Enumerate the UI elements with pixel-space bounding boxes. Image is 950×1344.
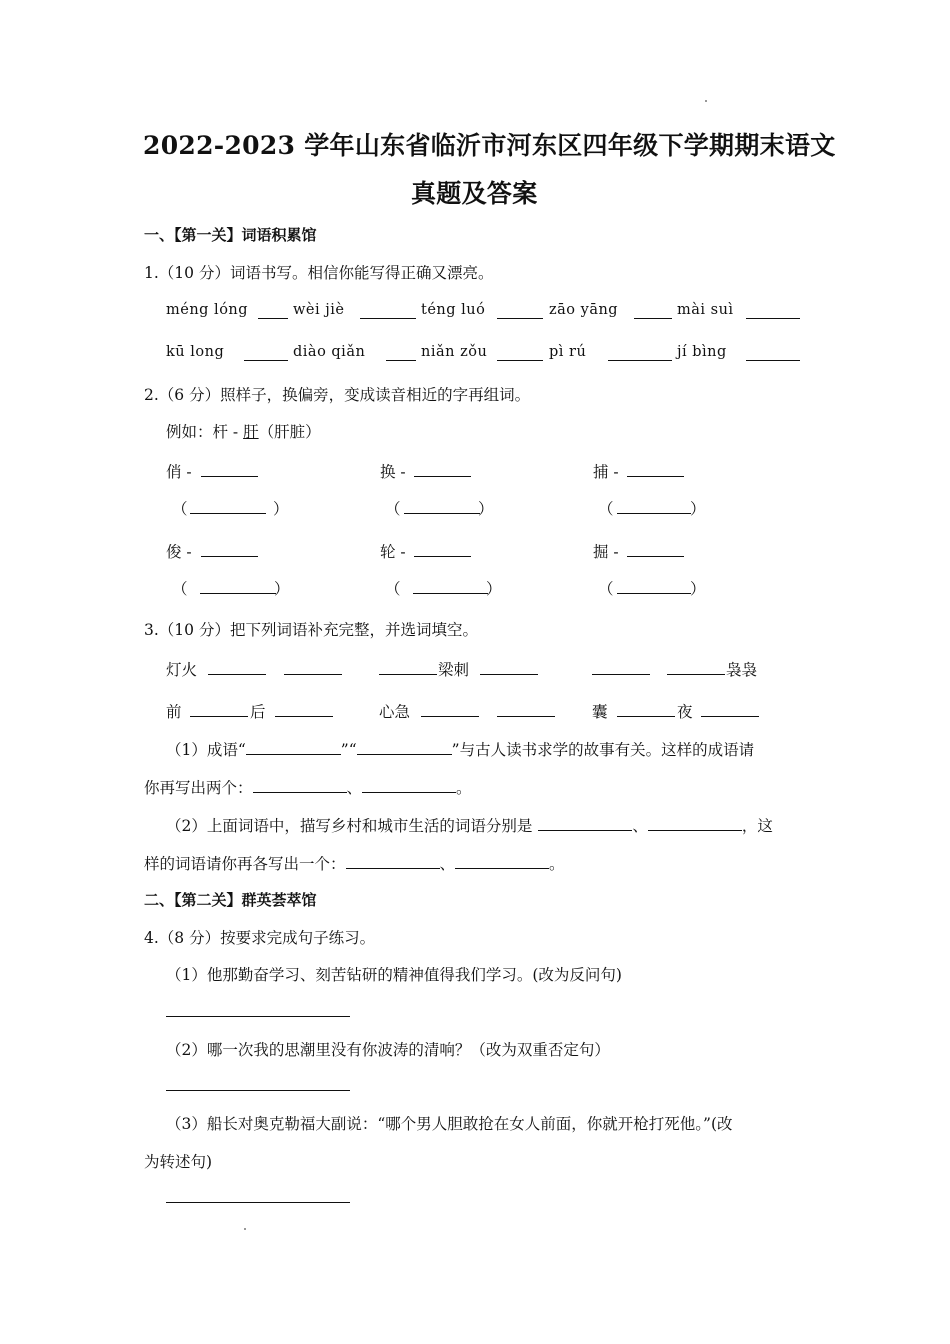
paren-open: （ — [385, 580, 401, 598]
idiom-part: 囊 — [592, 703, 608, 721]
text-span: （1）成语“ — [166, 741, 246, 759]
paren-close: ） — [690, 580, 706, 598]
paren-close: ） — [690, 500, 706, 518]
pinyin-item: kū long — [166, 344, 225, 360]
answer-blank[interactable] — [634, 318, 672, 319]
q3-sub1-line1 — [166, 738, 754, 760]
answer-blank[interactable] — [627, 476, 684, 477]
example-suffix: （肝脏） — [258, 423, 321, 441]
paren-close: ） — [478, 500, 494, 518]
q3-sub1-line2 — [144, 776, 472, 798]
pinyin-item: zāo yāng — [549, 302, 619, 318]
answer-blank[interactable] — [190, 716, 248, 717]
q4-sentence-1: （1）他那勤奋学习、刻苦钻研的精神值得我们学习。(改为反问句) — [166, 966, 622, 984]
answer-blank[interactable] — [455, 852, 549, 869]
text-span: ，这 — [741, 817, 773, 835]
answer-blank[interactable] — [617, 716, 675, 717]
question-4-stem: 4.（8 分）按要求完成句子练习。 — [144, 929, 376, 947]
radical-char: 俏 - — [166, 463, 192, 481]
text-span: 样的词语请你再各写出一个： — [144, 855, 346, 873]
idiom-part: 前 — [166, 703, 182, 721]
paren-open: （ — [598, 580, 614, 598]
pinyin-item: pì rú — [549, 344, 587, 360]
answer-blank[interactable] — [244, 360, 288, 361]
answer-blank[interactable] — [617, 513, 691, 514]
answer-blank[interactable] — [386, 360, 416, 361]
answer-blank[interactable] — [404, 513, 480, 514]
answer-blank[interactable] — [617, 593, 691, 594]
answer-blank[interactable] — [200, 593, 276, 594]
answer-blank[interactable] — [284, 674, 342, 675]
answer-blank[interactable] — [414, 476, 471, 477]
pinyin-item: mài suì — [677, 302, 734, 318]
question-2-stem: 2.（6 分）照样子，换偏旁，变成读音相近的字再组词。 — [144, 386, 531, 404]
text-span: 、 — [632, 817, 648, 835]
idiom-part: 袅袅 — [726, 661, 758, 679]
paren-open: （ — [598, 500, 614, 518]
answer-blank[interactable] — [246, 738, 341, 755]
answer-blank[interactable] — [362, 776, 456, 793]
answer-line[interactable] — [166, 1090, 350, 1091]
answer-blank[interactable] — [746, 360, 800, 361]
answer-blank[interactable] — [592, 674, 650, 675]
example-prefix: 例如：杆 - — [166, 423, 244, 441]
idiom-part: 夜 — [677, 703, 693, 721]
radical-char: 捕 - — [593, 463, 619, 481]
answer-blank[interactable] — [627, 556, 684, 557]
text-span: （2）上面词语中，描写乡村和城市生活的词语分别是 — [166, 817, 533, 835]
pinyin-item: niǎn zǒu — [421, 344, 488, 360]
answer-blank[interactable] — [414, 556, 471, 557]
example-line — [166, 420, 321, 442]
answer-line[interactable] — [166, 1202, 350, 1203]
text-span: 、 — [439, 855, 456, 873]
answer-blank[interactable] — [701, 716, 759, 717]
answer-blank[interactable] — [648, 814, 742, 831]
idiom-part: 梁刺 — [438, 661, 470, 679]
example-char: 肝 — [243, 423, 259, 441]
q4-sentence-3-line1: （3）船长对奥克勒福大副说：“哪个男人胆敢抢在女人前面，你就开枪打死他。”(改 — [166, 1115, 733, 1133]
answer-blank[interactable] — [208, 674, 266, 675]
paren-close: ） — [274, 580, 290, 598]
paren-close: ） — [273, 500, 289, 518]
answer-blank[interactable] — [357, 738, 452, 755]
radical-char: 俊 - — [166, 543, 192, 561]
pinyin-item: diào qiǎn — [293, 344, 366, 360]
radical-char: 掘 - — [593, 543, 619, 561]
answer-blank[interactable] — [258, 318, 288, 319]
text-span: 、 — [346, 779, 363, 797]
answer-line[interactable] — [166, 1016, 350, 1017]
answer-blank[interactable] — [201, 476, 258, 477]
idiom-part: 灯火 — [166, 661, 198, 679]
text-span: 你再写出两个： — [144, 779, 253, 797]
pinyin-item: wèi jiè — [293, 302, 345, 318]
scan-dot — [705, 100, 707, 102]
answer-blank[interactable] — [190, 513, 266, 514]
answer-blank[interactable] — [497, 360, 543, 361]
answer-blank[interactable] — [538, 814, 632, 831]
pinyin-item: téng luó — [421, 302, 486, 318]
answer-blank[interactable] — [497, 318, 543, 319]
answer-blank[interactable] — [346, 852, 440, 869]
q3-sub2-line1 — [166, 814, 773, 836]
q4-sentence-3-line2: 为转述句) — [144, 1153, 213, 1171]
page-title-line2: 真题及答案 — [411, 179, 538, 208]
section-heading: 一、【第一关】词语积累馆 — [144, 226, 317, 244]
answer-blank[interactable] — [253, 776, 347, 793]
paren-open: （ — [385, 500, 401, 518]
scan-dot — [244, 1228, 246, 1230]
radical-char: 换 - — [380, 463, 406, 481]
paren-close: ） — [486, 580, 502, 598]
page-title-line1: 2022-2023 学年山东省临沂市河东区四年级下学期期末语文 — [143, 131, 836, 160]
answer-blank[interactable] — [379, 674, 437, 675]
idiom-part: 心急 — [379, 703, 411, 721]
text-span: ”“ — [340, 741, 357, 759]
answer-blank[interactable] — [275, 716, 333, 717]
answer-blank[interactable] — [421, 716, 479, 717]
section-heading: 二、【第二关】群英荟萃馆 — [144, 891, 317, 909]
paren-open: （ — [172, 500, 188, 518]
question-3-stem: 3.（10 分）把下列词语补充完整，并选词填空。 — [144, 621, 478, 639]
answer-blank[interactable] — [480, 674, 538, 675]
idiom-part: 后 — [250, 703, 266, 721]
text-span: ”与古人读书求学的故事有关。这样的成语请 — [451, 741, 755, 759]
answer-blank[interactable] — [608, 360, 672, 361]
text-span: 。 — [549, 855, 565, 873]
answer-blank[interactable] — [497, 716, 555, 717]
answer-blank[interactable] — [201, 556, 258, 557]
pinyin-item: méng lóng — [166, 302, 249, 318]
radical-char: 轮 - — [380, 543, 406, 561]
pinyin-item: jí bìng — [677, 344, 727, 360]
question-1-stem: 1.（10 分）词语书写。相信你能写得正确又漂亮。 — [144, 264, 494, 282]
paren-open: （ — [172, 580, 188, 598]
answer-blank[interactable] — [413, 593, 488, 594]
answer-blank[interactable] — [746, 318, 800, 319]
answer-blank[interactable] — [667, 674, 725, 675]
answer-blank[interactable] — [360, 318, 416, 319]
q4-sentence-2: （2）哪一次我的思潮里没有你波涛的清响？（改为双重否定句） — [166, 1041, 610, 1059]
text-span: 。 — [456, 779, 472, 797]
q3-sub2-line2 — [144, 852, 565, 874]
